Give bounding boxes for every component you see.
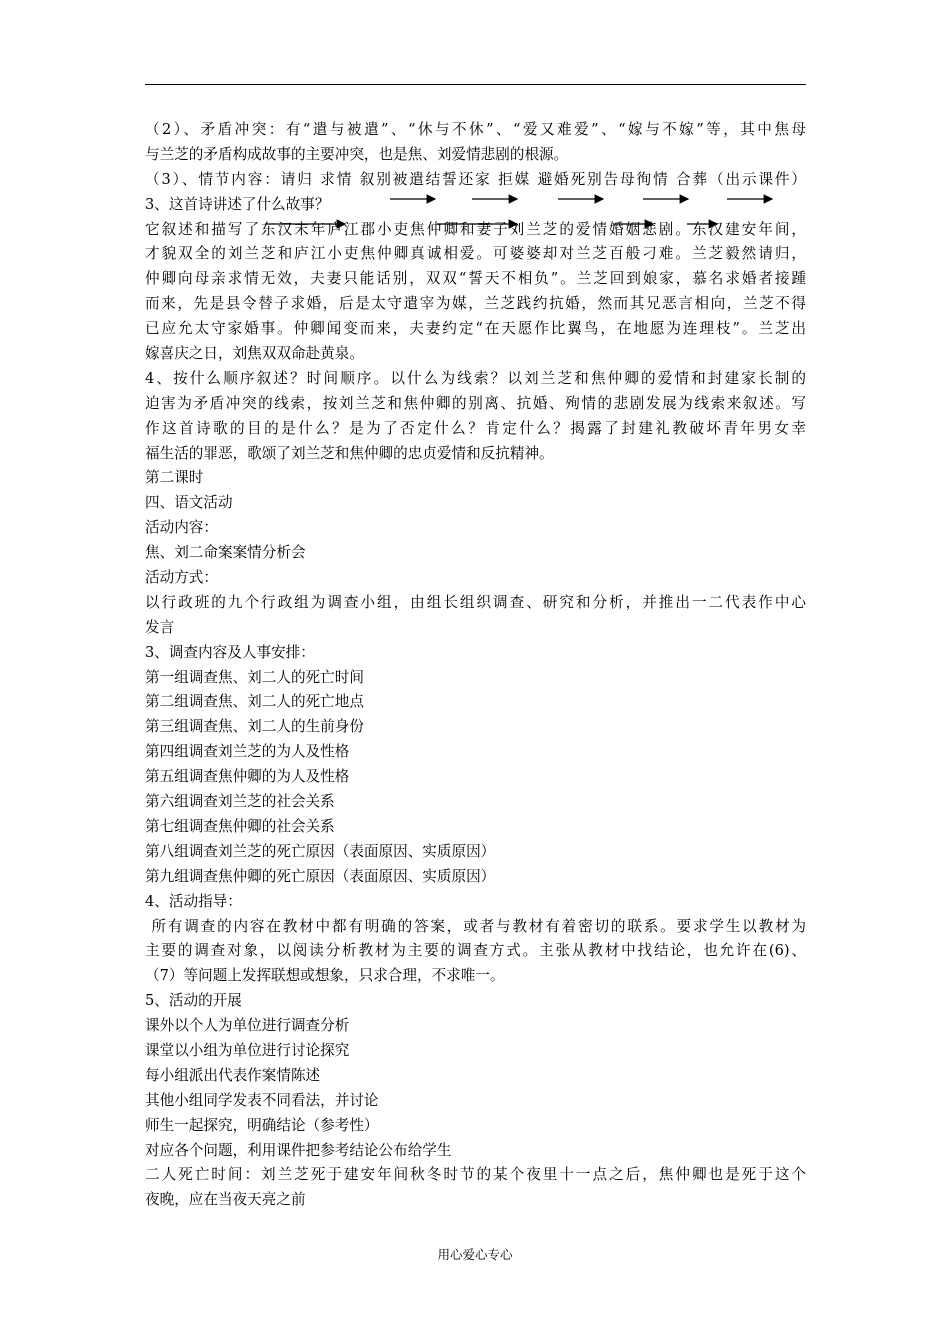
text-span: 它叙述和描写了东汉末年庐江郡小吏焦仲卿和妻子刘兰芝的爱情婚姻悲剧。东汉建安年间， — [145, 220, 806, 238]
list-item: 第四组调查刘兰芝的为人及性格 — [145, 743, 350, 761]
text-line: 仲卿向母亲求情无效，夫妻只能话别，双双“誓天不相负”。兰芝回到娘家，慕名求婚者接踵 — [145, 270, 806, 288]
list-item: 第一组调查焦、刘二人的死亡时间 — [145, 668, 364, 686]
text-line: 迫害为矛盾冲突的线索，按刘兰芝和焦仲卿的别离、抗婚、殉情的悲剧发展为线索来叙述。写 — [145, 394, 806, 412]
text-line: （3）、情节内容：请归 求情 叙别被遣结誓还家 拒媒 避婚死别告母徇情 合葬（出示课件） — [145, 170, 806, 188]
text-line: 活动方式： — [145, 569, 218, 587]
section-heading: 四、语文活动 — [145, 494, 233, 512]
text-line: 夜晚，应在当夜天亮之前 — [145, 1191, 306, 1209]
text-line: 与兰芝的矛盾构成故事的主要冲突，也是焦、刘爱情悲剧的根源。 — [145, 145, 569, 163]
text-line: 5、活动的开展 — [145, 992, 242, 1010]
header-rule — [145, 84, 806, 85]
text-line: 发言 — [145, 618, 175, 636]
text-line: 所有调查的内容在教材中都有明确的答案，或者与教材有着密切的联系。要求学生以教材为 — [145, 917, 806, 935]
list-item: 第三组调查焦、刘二人的生前身份 — [145, 718, 364, 736]
list-item: 第六组调查刘兰芝的社会关系 — [145, 793, 335, 811]
text-line: 焦、刘二命案案情分析会 — [145, 544, 306, 562]
text-line: 而来，先是县令替子求婚，后是太守遣宰为媒，兰芝践约抗婚，然而其兄恶言相向，兰芝不得 — [145, 295, 806, 313]
text-line: 以行政班的九个行政组为调查小组，由组长组织调查、研究和分析，并推出一二代表作中心 — [145, 593, 806, 611]
list-item: 对应各个问题，利用课件把参考结论公布给学生 — [145, 1141, 452, 1159]
text-line: 作这首诗歌的目的是什么？是为了否定什么？肯定什么？揭露了封建礼教破坏青年男女幸 — [145, 419, 806, 437]
text-line: 3、调查内容及人事安排： — [145, 643, 315, 661]
list-item: 师生一起探究，明确结论（参考性） — [145, 1116, 379, 1134]
text-line: 已应允太守家婚事。仲卿闻变而来，夫妻约定“在天愿作比翼鸟，在地愿为连理枝”。兰芝出 — [145, 320, 806, 338]
list-item: 每小组派出代表作案情陈述 — [145, 1066, 321, 1084]
page-footer: 用心爱心专心 — [437, 1247, 513, 1262]
text-line: 3、这首诗讲述了什么故事？ — [145, 195, 330, 213]
list-item: 课外以个人为单位进行调查分析 — [145, 1017, 350, 1035]
list-item: 第七组调查焦仲卿的社会关系 — [145, 817, 335, 835]
text-line: 活动内容： — [145, 519, 218, 537]
list-item: 第八组调查刘兰芝的死亡原因（表面原因、实质原因） — [145, 842, 496, 860]
text-line: 福生活的罪恶，歌颂了刘兰芝和焦仲卿的忠贞爱情和反抗精神。 — [145, 444, 554, 462]
list-item: 第五组调查焦仲卿的为人及性格 — [145, 768, 350, 786]
text-line: 才貌双全的刘兰芝和庐江小吏焦仲卿真诚相爱。可婆婆却对兰芝百般刁难。兰芝毅然请归， — [145, 245, 806, 263]
text-line: 4、活动指导： — [145, 892, 242, 910]
text-line — [145, 218, 806, 243]
text-line: 4、按什么顺序叙述？时间顺序。以什么为线索？以刘兰芝和焦仲卿的爱情和封建家长制的 — [145, 369, 806, 387]
text-line: 主要的调查对象，以阅读分析教材为主要的调查方式。主张从教材中找结论，也允许在(6)、 — [145, 942, 806, 960]
text-line: 二人死亡时间：刘兰芝死于建安年间秋冬时节的某个夜里十一点之后，焦仲卿也是死于这个 — [145, 1166, 806, 1184]
text-line: （2）、矛盾冲突：有“遣与被遣”、“休与不休”、“爱又难爱”、“嫁与不嫁”等，其中焦母 — [145, 121, 806, 138]
text-line: （7）等问题上发挥联想或想象，只求合理，不求唯一。 — [145, 967, 505, 985]
list-item: 第九组调查焦仲卿的死亡原因（表面原因、实质原因） — [145, 867, 496, 885]
section-heading: 第二课时 — [145, 469, 204, 487]
arrow-line — [145, 193, 806, 218]
list-item: 课堂以小组为单位进行讨论探究 — [145, 1041, 350, 1059]
list-item: 第二组调查焦、刘二人的死亡地点 — [145, 693, 364, 711]
text-line: 嫁喜庆之日，刘焦双双命赴黄泉。 — [145, 345, 364, 363]
list-item: 其他小组同学发表不同看法，并讨论 — [145, 1091, 379, 1109]
document-body — [145, 118, 806, 1213]
